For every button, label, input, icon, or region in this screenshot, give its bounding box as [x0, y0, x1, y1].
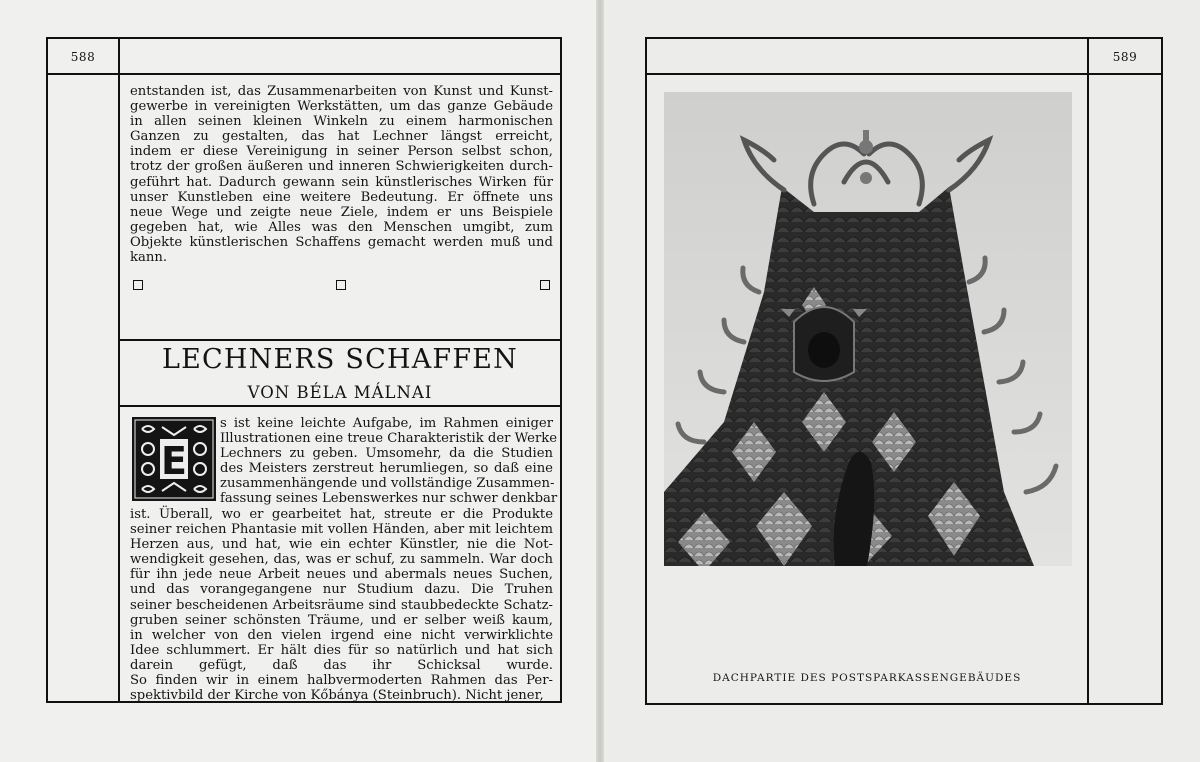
ornament-square	[540, 280, 550, 290]
text-line: seiner bescheidenen Arbeitsräume sind staubbedeckte Schatz-	[130, 597, 553, 613]
text-line: neue Wege und zeigte neue Ziele, indem er uns Beispiele	[130, 204, 553, 220]
ornament-square	[133, 280, 143, 290]
article-title: LECHNERS SCHAFFEN	[162, 344, 518, 375]
text-line: zusammenhängende und vollständige Zusammen-	[220, 476, 555, 492]
article-body	[130, 507, 553, 703]
text-line: spektivbild der Kirche von Kőbánya (Steinbruch). Nicht jener,	[130, 688, 544, 704]
text-line: wendigkeit gesehen, das, was er schuf, zu sammeln. War doch	[130, 552, 553, 568]
text-line: So finden wir in einem halbvermoderten Rahmen das Per-	[130, 673, 553, 689]
text-line: Ganzen zu gestalten, das hat Lechner längst erreicht,	[130, 129, 553, 145]
photo-caption: DACHPARTIE DES POSTSPARKASSENGEBÄUDES	[712, 672, 1022, 684]
text-line: und das vorangegangene nur Studium dazu. Die Truhen	[130, 582, 553, 598]
text-line: unser Kunstleben eine weitere Bedeutung. Er öffnete uns	[130, 189, 553, 205]
text-line: gegeben hat, wie Alles was den Menschen umgibt, zum	[130, 219, 553, 235]
text-line: ist. Überall, wo er gearbeitet hat, streute er die Produkte	[130, 507, 553, 522]
text-line: fassung seines Lebenswerkes nur schwer denkbar	[220, 491, 558, 507]
book-gutter	[596, 0, 604, 762]
text-line: des Meisters zerstreut herumliegen, so daß eine	[220, 461, 553, 477]
text-line: s ist keine leichte Aufgabe, im Rahmen einiger	[220, 416, 553, 431]
text-line: geführt hat. Dadurch gewann sein künstlerisches Wirken für	[130, 174, 553, 190]
page-number-right: 589	[1112, 50, 1138, 64]
drop-cap-ornament	[132, 417, 216, 501]
article-byline: VON BÉLA MÁLNAI	[247, 383, 433, 402]
text-line: kann.	[130, 250, 168, 266]
page-number-left: 588	[70, 50, 96, 64]
text-line: entstanden ist, das Zusammenarbeiten von Kunst und Kunst-	[130, 84, 553, 99]
text-line: Lechners zu geben. Umsomehr, da die Studien	[220, 446, 553, 462]
text-line: darein gefügt, daß das ihr Schicksal wurde.	[130, 657, 553, 673]
text-line: indem er diese Vereinigung in seiner Person selbst schon,	[130, 144, 553, 160]
text-line: in welcher von den vielen irgend eine nicht verwirklichte	[130, 627, 553, 643]
ornament-square	[336, 280, 346, 290]
text-line: trotz der großen äußeren und inneren Schwierigkeiten durch-	[130, 159, 553, 175]
article-opening-lines	[220, 416, 558, 507]
continuation-paragraph	[130, 84, 553, 265]
text-line: Illustrationen eine treue Charakteristik der Werke	[220, 431, 558, 447]
text-line: Objekte künstlerischen Schaffens gemacht werden muß und	[130, 234, 553, 250]
text-line: gruben seiner schönsten Träume, und er selber weiß kaum,	[130, 612, 553, 628]
text-line: Idee schlummert. Er hält dies für so natürlich und hat sich	[130, 642, 553, 658]
text-line: für ihn jede neue Arbeit neues und abermals neues Suchen,	[130, 567, 553, 583]
text-line: in allen seinen kleinen Winkeln zu einem harmonischen	[130, 114, 553, 130]
drop-cap-letter: E	[161, 439, 187, 483]
text-line: Herzen aus, und hat, wie ein echter Künstler, nie die Not-	[130, 537, 553, 553]
text-line: gewerbe in vereinigten Werkstätten, um das ganze Gebäude	[130, 99, 553, 115]
roof-photograph	[664, 92, 1072, 566]
text-line: seiner reichen Phantasie mit vollen Händen, aber mit leichtem	[130, 522, 553, 538]
